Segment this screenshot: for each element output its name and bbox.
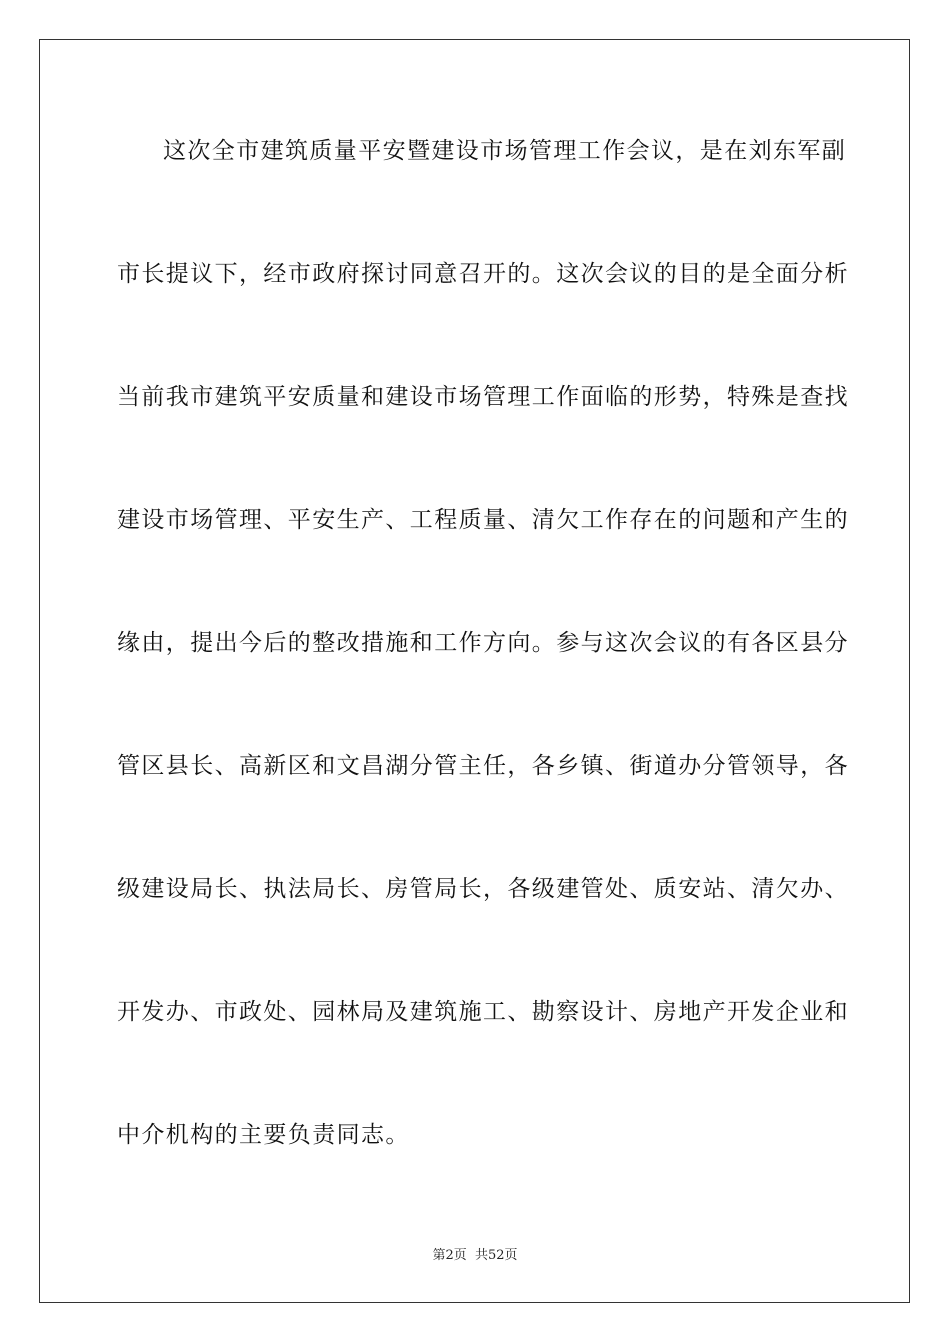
paragraph-line-1: 这次全市建筑质量平安暨建设市场管理工作会议，是在刘东军副 <box>163 138 847 164</box>
paragraph-line-4: 建设市场管理、平安生产、工程质量、清欠工作存在的问题和产生的 <box>117 507 849 533</box>
paragraph-line-6: 管区县长、高新区和文昌湖分管主任，各乡镇、街道办分管领导，各 <box>117 753 849 779</box>
page-frame <box>39 39 910 1303</box>
paragraph-line-9: 中介机构的主要负责同志。 <box>117 1122 410 1148</box>
paragraph-line-2: 市长提议下，经市政府探讨同意召开的。这次会议的目的是全面分析 <box>117 261 849 287</box>
paragraph-line-7: 级建设局长、执法局长、房管局长，各级建管处、质安站、清欠办、 <box>117 876 849 902</box>
page-total: 共52页 <box>474 1248 518 1263</box>
paragraph-line-8: 开发办、市政处、园林局及建筑施工、勘察设计、房地产开发企业和 <box>117 999 849 1025</box>
paragraph-line-3: 当前我市建筑平安质量和建设市场管理工作面临的形势，特殊是查找 <box>117 384 849 410</box>
page-footer <box>0 1247 950 1265</box>
page-number: 第2页 <box>432 1248 467 1263</box>
paragraph-line-5: 缘由，提出今后的整改措施和工作方向。参与这次会议的有各区县分 <box>117 630 849 656</box>
